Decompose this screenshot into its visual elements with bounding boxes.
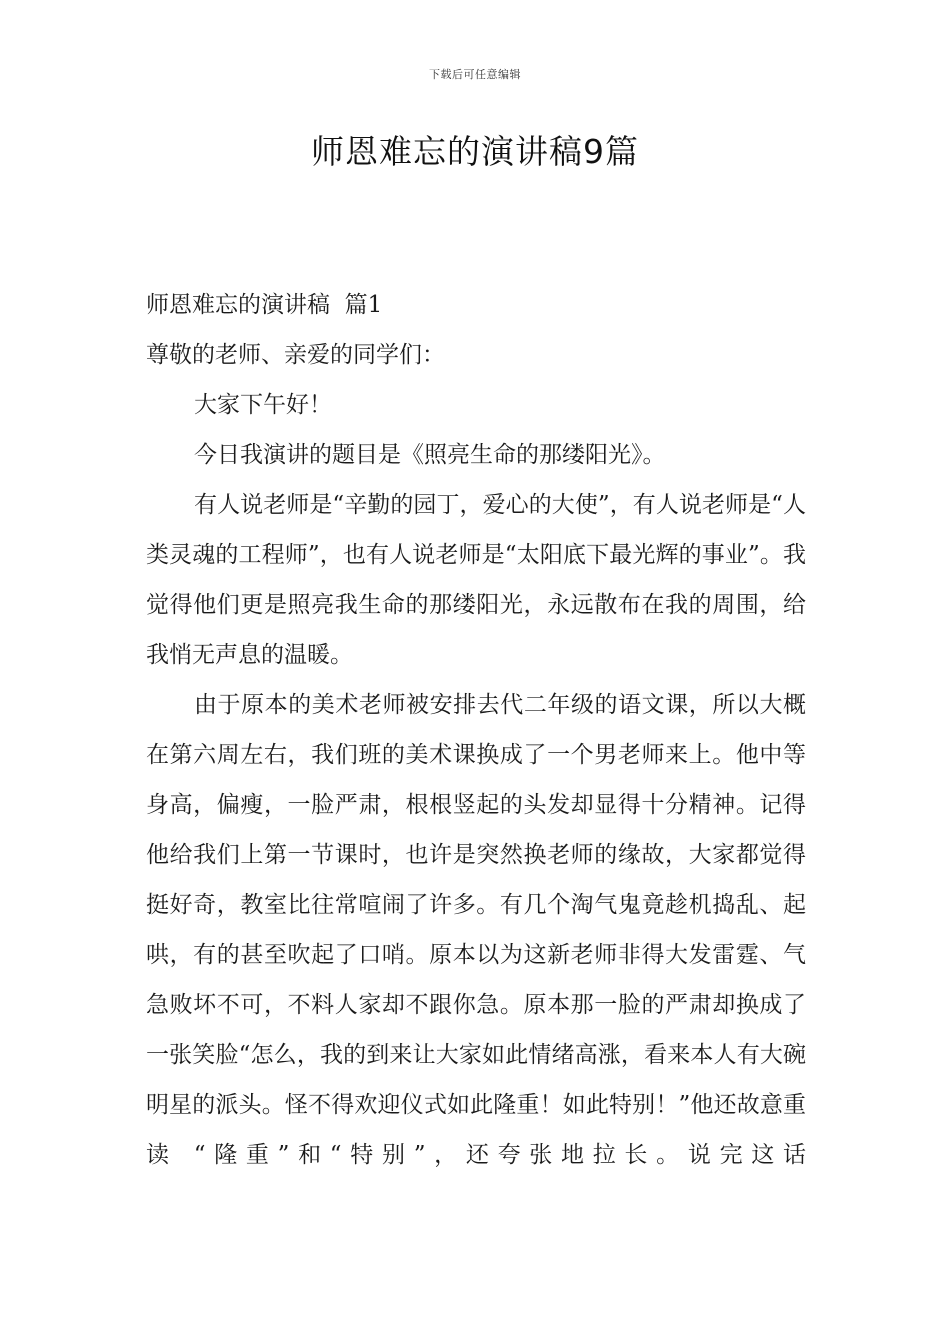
section-heading: 师恩难忘的演讲稿 篇1	[146, 292, 383, 318]
paragraph-story: 由于原本的美术老师被安排去代二年级的语文课，所以大概在第六周左右，我们班的美术课换成了一个男老师来上。他中等身高，偏瘦，一脸严肃，根根竖起的头发却显得十分精神。记得他给我们上第一节课时，也许是突然换老师的缘故，大家都觉得挺好奇，教室比往常喧闹了许多。有几个淘气鬼竟趁机捣乱、起哄，有的甚至吹起了口哨。原本以为这新老师非得大发雷霆、气急败坏不可，不料人家却不跟你急。原本那一脸的严肃却换成了一张笑脸“怎么，我的到来让大家如此情绪高涨，看来本人有大碗明星的派头。怪不得欢迎仪式如此隆重！如此特别！”他还故意重读 “隆重”和“特别”，还夸张地拉长。说完这话	[146, 692, 806, 1168]
paragraph-intro: 有人说老师是“辛勤的园丁，爱心的大使”，有人说老师是“人类灵魂的工程师”，也有人说老师是“太阳底下最光辉的事业”。我觉得他们更是照亮我生命的那缕阳光，永远散布在我的周围，给我悄无声息的温暖。	[146, 492, 806, 668]
document-title: 师恩难忘的演讲稿9篇	[311, 132, 639, 171]
document-body	[146, 280, 806, 1180]
paragraph-topic: 今日我演讲的题目是《照亮生命的那缕阳光》。	[194, 442, 666, 468]
paragraph-greeting: 大家下午好！	[194, 392, 332, 418]
salutation: 尊敬的老师、亲爱的同学们：	[146, 342, 445, 368]
header-note: 下载后可任意编辑	[429, 68, 521, 81]
